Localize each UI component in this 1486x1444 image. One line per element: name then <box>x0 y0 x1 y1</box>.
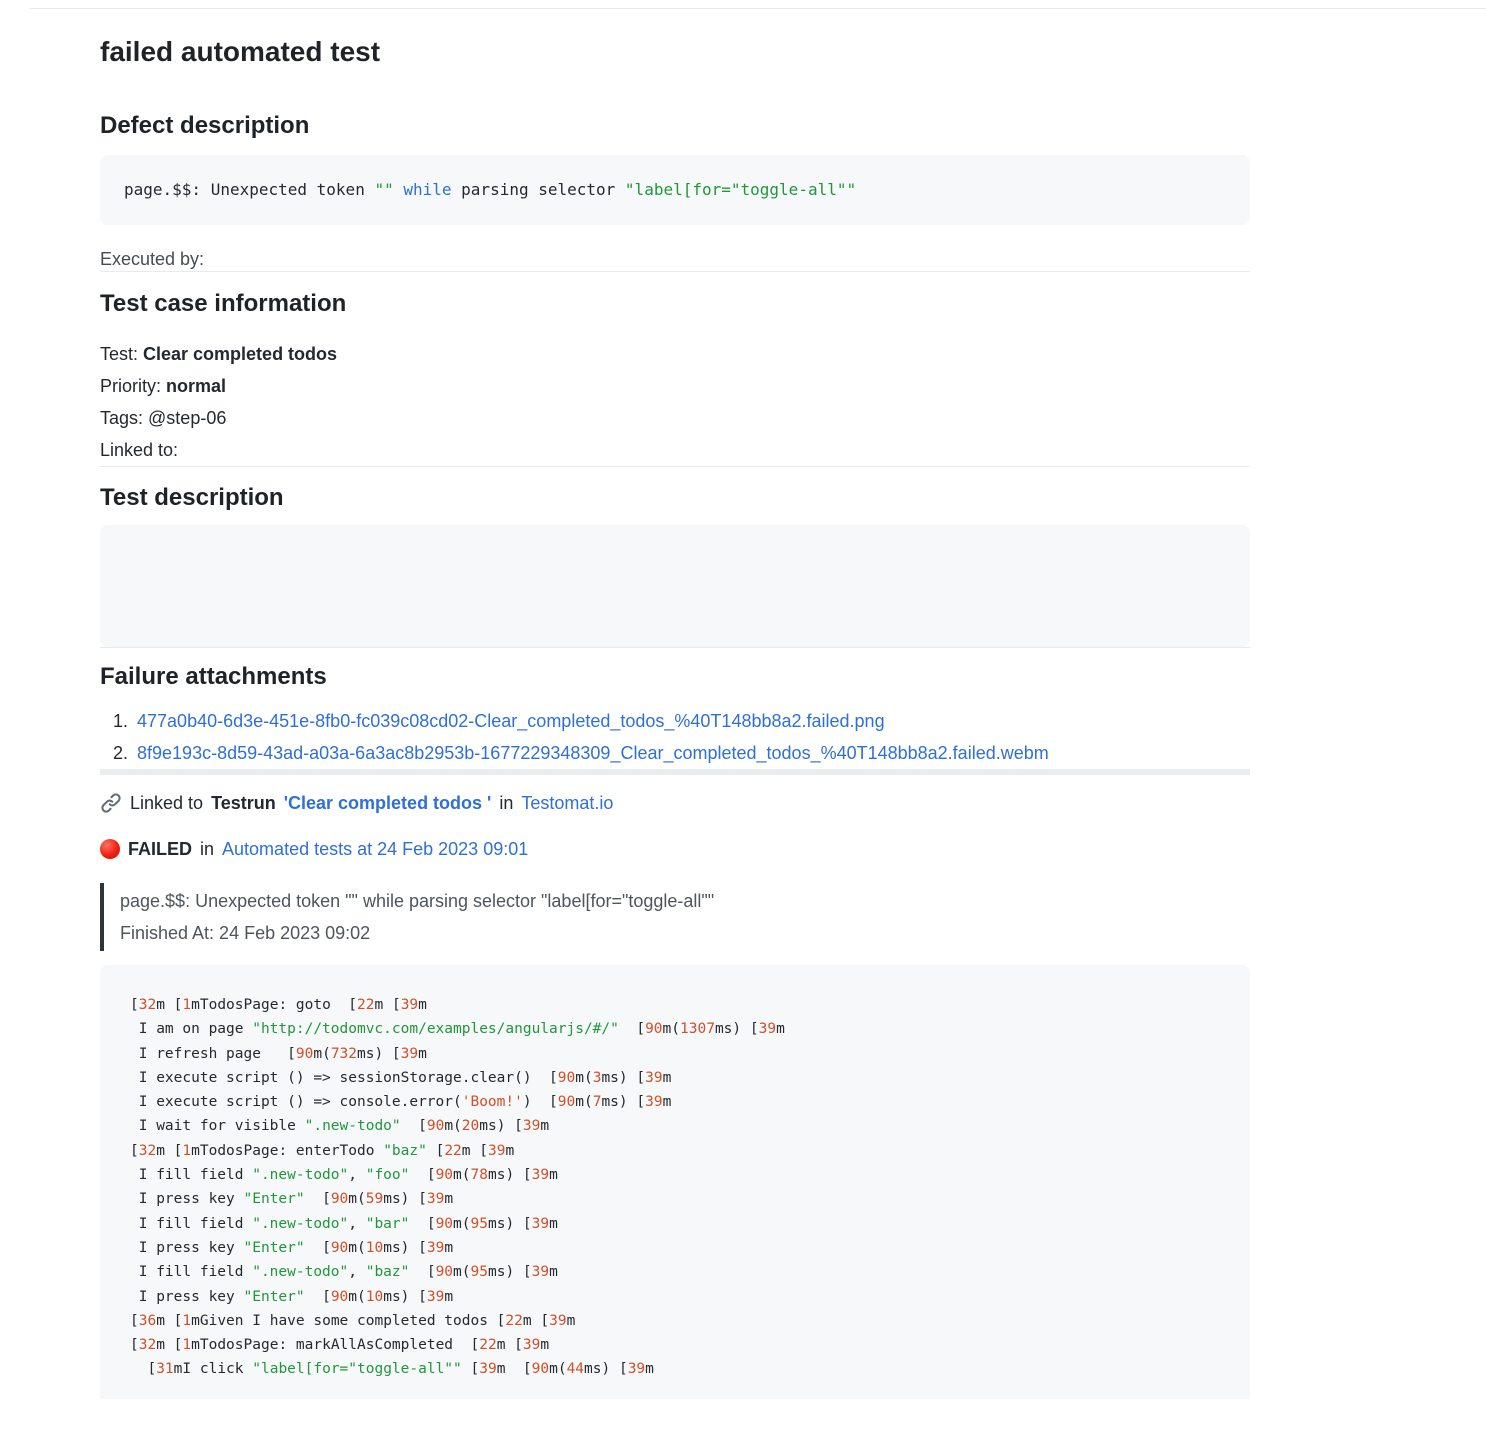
linked-to-field: Linked to: <box>100 440 179 460</box>
log-line: I refresh page [90m(732ms) [39m <box>130 1045 427 1062</box>
log-line: I execute script () => sessionStorage.clear() [90m(3ms) [39m <box>130 1069 672 1086</box>
linked-prefix: Linked to <box>130 793 204 813</box>
attachment-number: 1. <box>113 711 129 731</box>
linked-connector: in <box>499 793 514 813</box>
log-line: I fill field ".new-todo", "baz" [90m(95ms) [39m <box>130 1264 558 1281</box>
test-log-block <box>100 965 1250 1399</box>
failure-quote <box>100 883 1250 951</box>
attachment-item <box>113 737 1250 769</box>
main-content <box>100 0 1250 1399</box>
attachment-link-webm[interactable]: 8f9e193c-8d59-43ad-a03a-6a3ac8b2953b-1677229348309_Clear_completed_todos_%40T148bb8a2.failed.webm <box>137 743 1049 763</box>
linked-testrun-row <box>100 790 1250 816</box>
red-circle-icon <box>100 839 120 859</box>
testrun-label: Testrun <box>211 793 276 813</box>
defect-description-heading: Defect description <box>100 112 310 139</box>
log-line: [32m [1mTodosPage: markAllAsCompleted [22m [39m <box>130 1337 550 1354</box>
failed-status-label: FAILED <box>128 839 193 859</box>
attachment-link-png[interactable]: 477a0b40-6d3e-451e-8fb0-fc039c08cd02-Clear_completed_todos_%40T148bb8a2.failed.png <box>137 711 885 731</box>
log-line: I press key "Enter" [90m(10ms) [39m <box>130 1288 454 1305</box>
tags-field: Tags: @step-06 <box>100 408 227 428</box>
test-description-empty-block <box>100 525 1250 647</box>
failure-attachments-heading: Failure attachments <box>100 663 327 690</box>
log-line: I execute script () => console.error('Boom!') [90m(7ms) [39m <box>130 1094 672 1111</box>
testomat-link[interactable]: Testomat.io <box>521 793 614 813</box>
log-line: [32m [1mTodosPage: enterTodo "baz" [22m [39m <box>130 1142 515 1159</box>
defect-code-block: page.$$: Unexpected token "" while parsing selector "label[for="toggle-all"" <box>100 155 1250 225</box>
failed-status-row <box>100 836 1250 862</box>
section-divider <box>100 271 1250 272</box>
log-line: [31mI click "label[for="toggle-all"" [39m [90m(44ms) [39m <box>130 1361 654 1378</box>
horizontal-rule <box>100 772 1250 775</box>
quote-error-line: page.$$: Unexpected token "" while parsing selector "label[for="toggle-all"" <box>120 891 715 911</box>
failed-connector: in <box>200 839 215 859</box>
log-line: I fill field ".new-todo", "foo" [90m(78ms) [39m <box>130 1167 558 1184</box>
test-description-heading: Test description <box>100 484 284 511</box>
section-divider <box>100 466 1250 467</box>
executed-by-label: Executed by: <box>100 249 205 269</box>
log-line: [32m [1mTodosPage: goto [22m [39m <box>130 997 427 1013</box>
test-case-information-heading: Test case information <box>100 290 347 317</box>
test-case-info <box>100 338 1250 466</box>
link-icon <box>100 792 122 814</box>
attachment-list <box>100 705 1250 769</box>
log-line: I press key "Enter" [90m(59ms) [39m <box>130 1191 454 1208</box>
priority-field: Priority: normal <box>100 376 227 396</box>
attachment-item <box>113 705 1250 737</box>
log-line: I am on page "http://todomvc.com/examples/angularjs/#/" [90m(1307ms) [39m <box>130 1021 785 1038</box>
quote-finished-line: Finished At: 24 Feb 2023 09:02 <box>120 923 371 943</box>
testrun-link[interactable]: 'Clear completed todos ' <box>283 793 492 813</box>
automated-tests-run-link[interactable]: Automated tests at 24 Feb 2023 09:01 <box>222 839 529 859</box>
log-line: [36m [1mGiven I have some completed todos [22m [39m <box>130 1312 576 1329</box>
attachment-number: 2. <box>113 743 129 763</box>
test-field: Test: Clear completed todos <box>100 344 338 364</box>
page-title: failed automated test <box>100 36 381 67</box>
log-line: I press key "Enter" [90m(10ms) [39m <box>130 1239 454 1256</box>
section-divider <box>100 647 1250 648</box>
log-line: I wait for visible ".new-todo" [90m(20ms) [39m <box>130 1118 550 1135</box>
log-line: I fill field ".new-todo", "bar" [90m(95ms) [39m <box>130 1215 558 1232</box>
